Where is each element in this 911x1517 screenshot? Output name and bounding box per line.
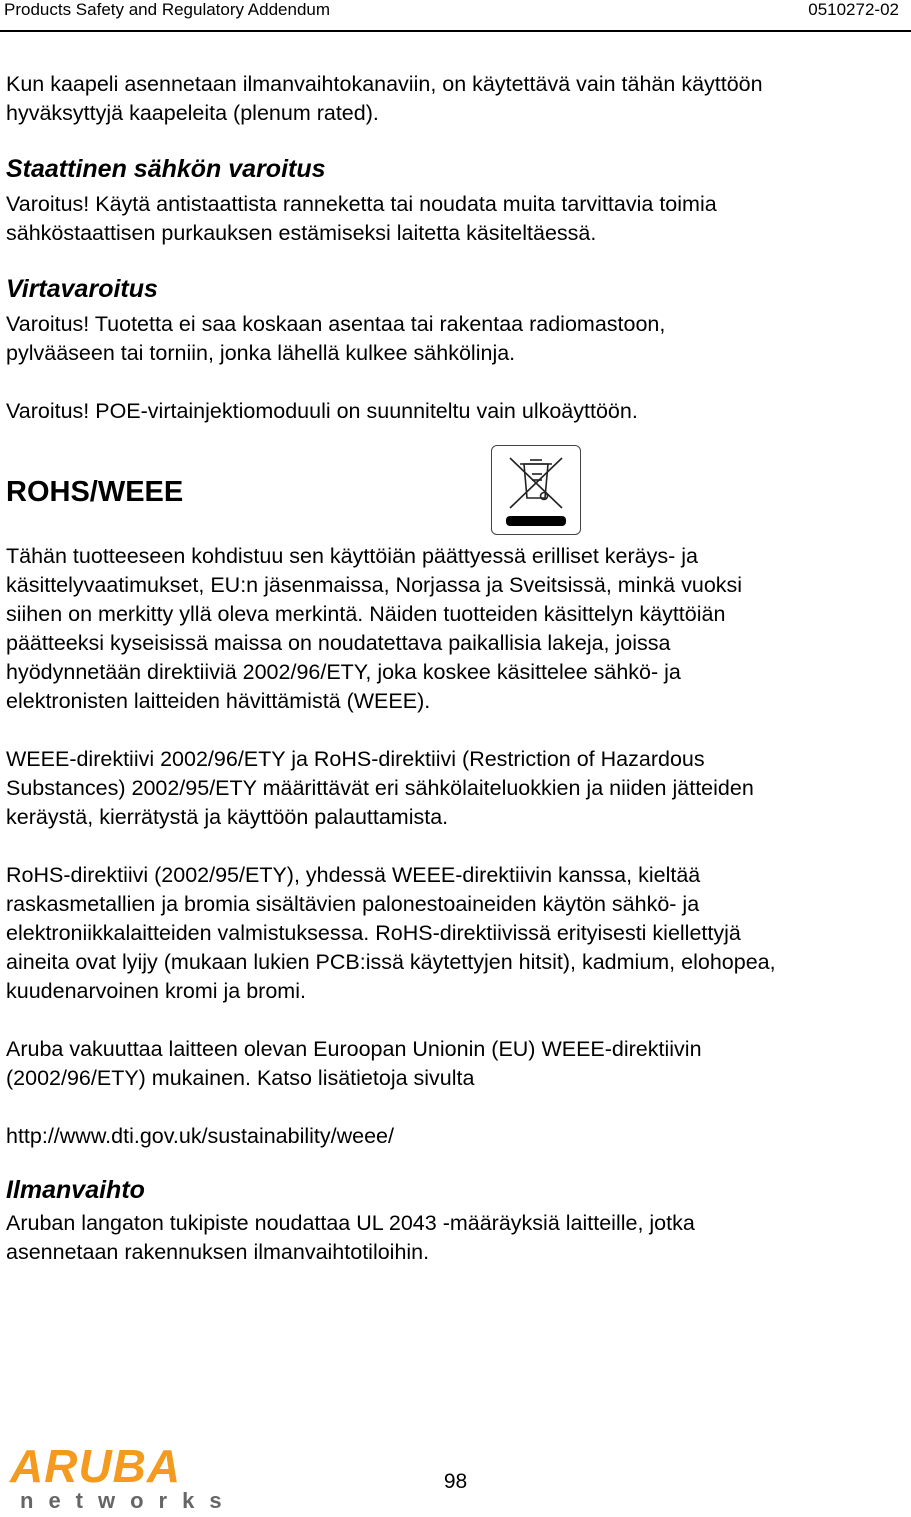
poe-warning-text: Varoitus! POE-virtainjektiomoduuli on suunniteltu vain ulkoäyttöön. [6, 399, 638, 423]
rohs-paragraph-3: RoHS-direktiivi (2002/95/ETY), yhdessä WEEE-direktiivin kanssa, kieltää raskasmetallien ja bromia sisältävien palonestoaineiden käytön sähkö- ja elektroniikkalaitteiden valmistuksessa. RoHS-direktiivissä erityisesti kiellettyjä aineita ovat lyijy (mukaan lukien PCB:issä käytettyjen hitsit), kadmium, elohopea, kuudenarvoinen kromi ja bromi. [6, 863, 776, 1003]
weee-bin-icon [491, 445, 581, 535]
page-header [0, 0, 911, 32]
rohs-paragraph-2: WEEE-direktiivi 2002/96/ETY ja RoHS-direktiivi (Restriction of Hazardous Substances) 2002/95/ETY määrittävät eri sähkölaiteluokkien ja niiden jätteiden keräystä, kierrätystä ja käyttöön palauttamista. [6, 747, 754, 829]
ventilation-heading: Ilmanvaihto [6, 1176, 145, 1204]
rohs-paragraph-4: Aruba vakuuttaa laitteen olevan Euroopan Unionin (EU) WEEE-direktiivin (2002/96/ETY) mukainen. Katso lisätietoja sivulta [6, 1037, 702, 1090]
page-number: 98 [443, 1470, 468, 1493]
ventilation-text: Aruban langaton tukipiste noudattaa UL 2043 -määräyksiä laitteille, jotka asennetaan rakennuksen ilmanvaihtotiloihin. [6, 1211, 695, 1264]
page-content [6, 70, 901, 1267]
intro-paragraph: Kun kaapeli asennetaan ilmanvaihtokanaviin, on käytettävä vain tähän käyttöön hyväksyttyjä kaapeleita (plenum rated). [6, 72, 763, 125]
document-number: 0510272-02 [808, 0, 899, 19]
static-warning-heading: Staattinen sähkön varoitus [6, 155, 326, 183]
rohs-paragraph-1: Tähän tuotteeseen kohdistuu sen käyttöiän päättyessä erilliset keräys- ja käsittelyvaatimukset, EU:n jäsenmaissa, Norjassa ja Sveitsissä, minkä vuoksi siihen on merkitty yllä oleva merkintä. Näiden tuotteiden käsittelyn käyttöiän päätteeksi kyseisissä maissa on noudatettava paikallisia lakeja, joissa hyödynnetään direktiiviä 2002/96/ETY, joka koskee käsittelee sähkö- ja elektronisten laitteiden hävittämistä (WEEE). [6, 544, 743, 713]
rohs-heading-row [6, 445, 901, 545]
logo-subtitle: networks [20, 1488, 237, 1512]
power-warning-text: Varoitus! Tuotetta ei saa koskaan asentaa tai rakentaa radiomastoon, pylvääseen tai torniin, jonka lähellä kulkee sähkölinja. [6, 312, 666, 365]
header-title: Products Safety and Regulatory Addendum [4, 0, 331, 19]
weee-info-url[interactable]: http://www.dti.gov.uk/sustainability/weee/ [6, 1124, 394, 1148]
power-warning-heading: Virtavaroitus [6, 275, 158, 303]
logo-word: ARUBA [10, 1440, 182, 1492]
static-warning-text: Varoitus! Käytä antistaattista ranneketta tai noudata muita tarvittavia toimia sähköstaattisen purkauksen estämiseksi laitetta käsiteltäessä. [6, 192, 717, 245]
rohs-weee-heading: ROHS/WEEE [6, 476, 184, 508]
